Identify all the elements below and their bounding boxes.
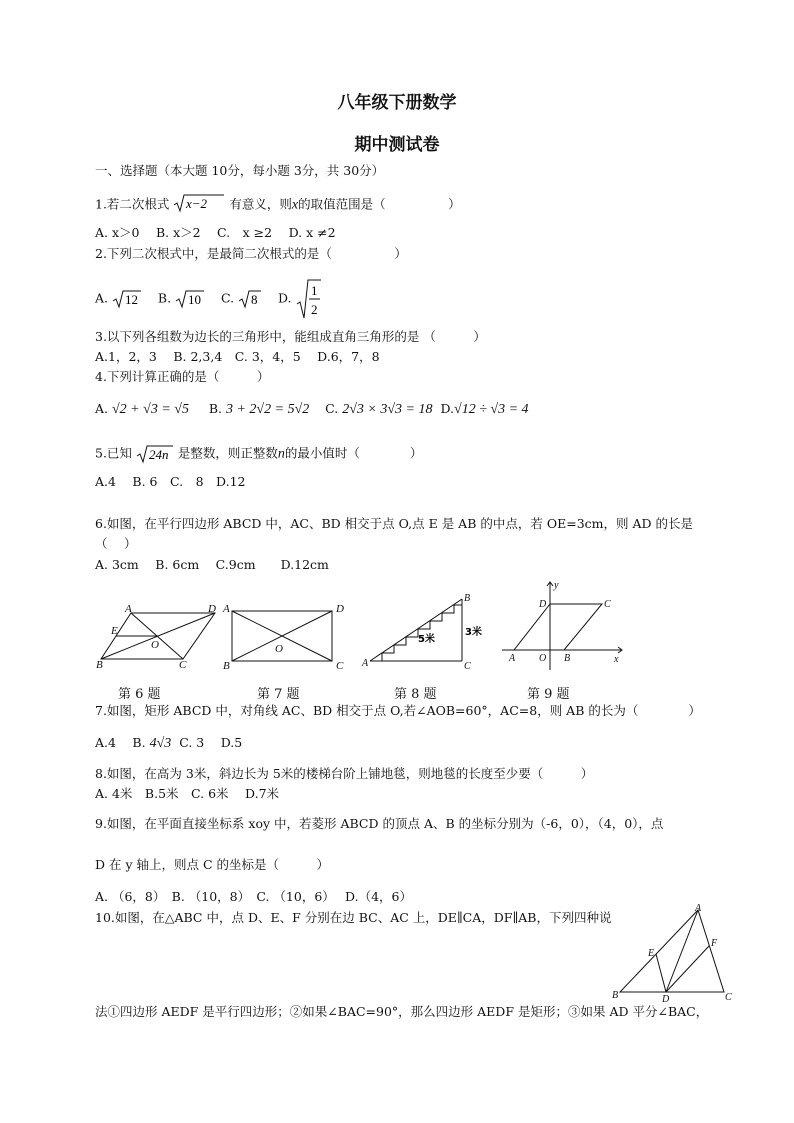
- question-3-options: A.1，2，3 B. 2,3,4 C. 3，4，5 D.6，7，8: [95, 349, 380, 364]
- question-4-options: A. √2 + √3 = √5 B. 3 + 2√2 = 5√2 C. 2√3 × 3√3 = 18 D.√12 ÷ √3 = 4: [95, 401, 529, 417]
- svg-text:A: A: [362, 658, 369, 669]
- svg-text:O: O: [539, 653, 547, 664]
- figure-6-caption: 第 6 题: [118, 687, 161, 702]
- svg-text:B: B: [464, 593, 471, 604]
- question-9-cont: D 在 y 轴上，则点 C 的坐标是（ ）: [95, 857, 330, 872]
- svg-text:3米: 3米: [465, 627, 482, 638]
- question-3: 3.以下列各组数为边长的三角形中，能组成直角三角形的是 （ ）: [95, 329, 486, 344]
- svg-text:A: A: [223, 603, 230, 615]
- svg-text:1: 1: [310, 283, 317, 298]
- svg-text:C: C: [464, 661, 471, 672]
- svg-text:E: E: [648, 948, 655, 959]
- question-1: 1.若二次根式 x−2 有意义，则x的取值范围是（ ）: [95, 193, 461, 217]
- svg-text:10: 10: [188, 292, 202, 307]
- svg-text:C: C: [179, 659, 187, 671]
- question-9-options: A. （6，8） B. （10，8） C. （10，6） D.（4，6）: [95, 889, 412, 904]
- svg-text:24n: 24n: [148, 447, 169, 462]
- page-title: 八年级下册数学: [337, 93, 457, 113]
- svg-text:8: 8: [251, 292, 258, 307]
- svg-text:O: O: [275, 643, 283, 655]
- svg-text:B: B: [96, 659, 103, 671]
- svg-text:F: F: [711, 938, 718, 949]
- question-1-options: A. x＞0 B. x＞2 C. x ≥2 D. x ≠2: [95, 225, 336, 240]
- svg-text:C: C: [604, 599, 611, 610]
- page-subtitle: 期中测试卷: [354, 135, 440, 155]
- figure-7-caption: 第 7 题: [257, 687, 300, 702]
- question-2-options: A. 12 B. 10 C. 8 D. 1 2: [95, 278, 322, 318]
- svg-text:x−2: x−2: [186, 196, 208, 211]
- svg-text:A: A: [695, 904, 702, 914]
- figure-8-caption: 第 8 题: [394, 687, 437, 702]
- svg-text:B: B: [223, 660, 230, 672]
- svg-text:2: 2: [310, 302, 317, 317]
- svg-text:12: 12: [125, 292, 138, 307]
- svg-text:x: x: [614, 654, 619, 665]
- svg-text:A: A: [125, 603, 132, 615]
- svg-text:C: C: [725, 992, 732, 1003]
- figure-10-triangle: [608, 904, 738, 1004]
- svg-text:B: B: [612, 990, 619, 1001]
- svg-text:5米: 5米: [418, 634, 435, 645]
- svg-text:D: D: [539, 599, 547, 610]
- svg-text:B: B: [564, 653, 571, 664]
- sqrt-expression: [173, 193, 225, 217]
- svg-text:O: O: [151, 639, 159, 651]
- question-6: 6.如图，在平行四边形 ABCD 中，AC、BD 相交于点 O,点 E 是 AB 的中点，若 OE=3cm，则 AD 的长是: [95, 516, 693, 531]
- figure-9-rhombus: [500, 578, 630, 673]
- figure-6-parallelogram: [95, 603, 225, 673]
- question-10-cont: 法①四边形 AEDF 是平行四边形；②如果∠BAC=90°，那么四边形 AEDF 是矩形；③如果 AD 平分∠BAC，: [95, 1004, 709, 1019]
- svg-text:D: D: [208, 603, 216, 615]
- question-9: 9.如图，在平面直接坐标系 xoy 中，若菱形 ABCD 的顶点 A、B 的坐标分别为（-6，0），（4，0），点: [95, 816, 664, 831]
- section-heading: 一、选择题（本大题 10分，每小题 3分，共 30分）: [95, 163, 385, 178]
- question-7-options: A.4 B. 4√3 C. 3 D.5: [95, 735, 243, 751]
- svg-text:y: y: [554, 580, 559, 591]
- question-2: 2.下列二次根式中，是最简二次根式的是（ ）: [95, 246, 407, 261]
- svg-text:D: D: [336, 603, 344, 615]
- question-10: 10.如图，在△ABC 中，点 D、E、F 分别在边 BC、AC 上，DE∥CA，DF∥AB，下列四种说: [95, 910, 612, 925]
- svg-text:C: C: [336, 660, 344, 672]
- svg-text:A: A: [509, 653, 516, 664]
- question-5: 5.已知 24n 是整数，则正整数n的最小值时（ ）: [95, 445, 423, 462]
- question-6-cont: （ ）: [95, 536, 137, 551]
- question-6-options: A. 3cm B. 6cm C.9cm D.12cm: [95, 557, 329, 572]
- question-4: 4.下列计算正确的是（ ）: [95, 369, 270, 384]
- question-8-options: A. 4米 B.5米 C. 6米 D.7米: [95, 786, 280, 801]
- svg-text:D: D: [662, 994, 670, 1004]
- figure-8-stairs: [360, 593, 495, 673]
- question-8: 8.如图，在高为 3米，斜边长为 5米的楼梯台阶上铺地毯，则地毯的长度至少要（ ）: [95, 766, 594, 781]
- svg-text:E: E: [111, 625, 118, 637]
- question-5-options: A.4 B. 6 C. 8 D.12: [95, 474, 246, 489]
- figure-7-rectangle: [222, 603, 352, 673]
- figure-9-caption: 第 9 题: [527, 687, 570, 702]
- question-7: 7.如图，矩形 ABCD 中，对角线 AC、BD 相交于点 O,若∠AOB=60°，AC=8，则 AB 的长为（ ）: [95, 703, 701, 718]
